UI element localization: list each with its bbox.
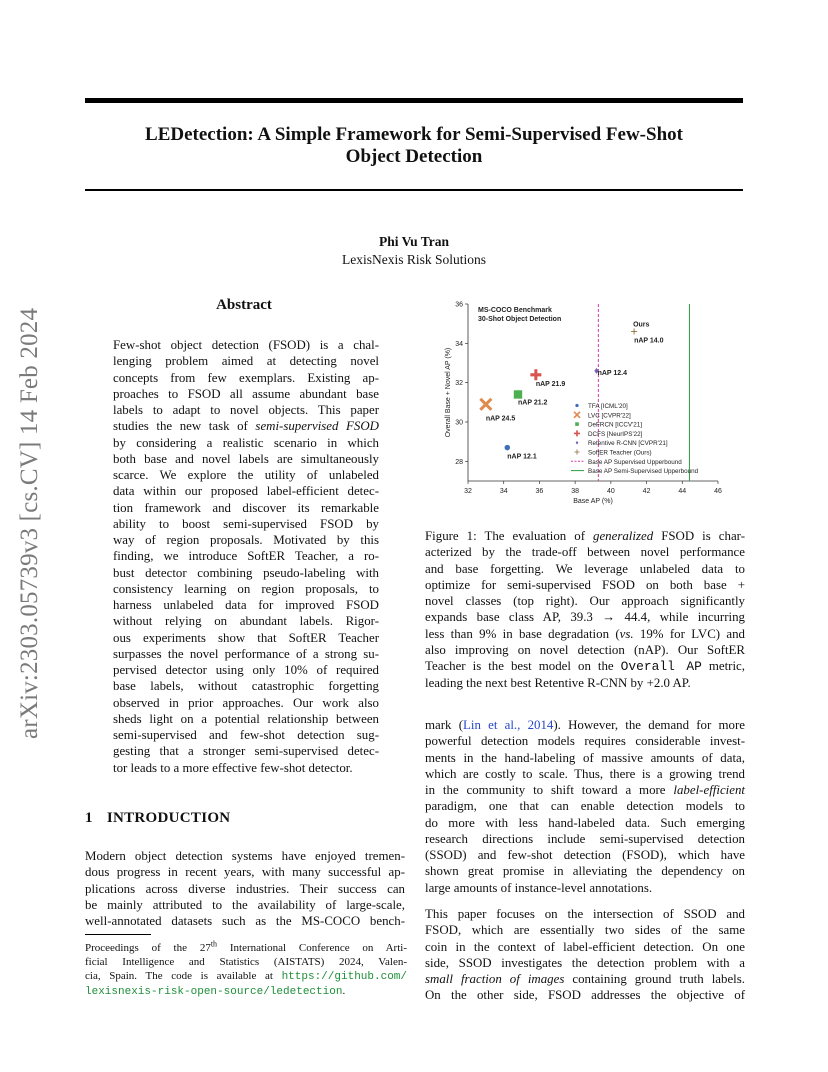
intro-line: plications across diverse industries. Their success can bbox=[85, 881, 405, 896]
figure-1-caption bbox=[425, 528, 745, 692]
point-label: nAP 21.9 bbox=[535, 380, 566, 388]
abstract-line: tor leads to a more effective few-shot detector. bbox=[113, 760, 353, 775]
code-url-link[interactable]: https://github.com/ bbox=[281, 971, 407, 983]
abstract-line: finding, we introduce SoftER Teacher, a ro- bbox=[113, 549, 379, 564]
abstract-line: pervised detector using only 10% of required bbox=[113, 663, 379, 677]
intro-line: be mainly attributed to the availability of large-scale, bbox=[85, 897, 405, 912]
y-tick-label: 34 bbox=[455, 340, 463, 348]
abstract-line: lenging problem aimed at detecting novel bbox=[113, 354, 379, 369]
abstract-line: both base and novel labels are simultaneously bbox=[113, 451, 379, 466]
abstract-line: ous experiments show that SoftER Teacher bbox=[113, 630, 379, 645]
data-point bbox=[576, 441, 579, 445]
legend-entry: SoftER Teacher (Ours) bbox=[588, 449, 652, 457]
data-point bbox=[574, 430, 580, 436]
footnote: Proceedings of the 27th International Conference on Arti- ficial Intelligence and Statistics (AISTATS) 2024, Valen- cia, Spain. The code is available at https://github.com/ lexisnexis-risk-open-source/ledetection. bbox=[85, 939, 407, 998]
x-tick-label: 44 bbox=[678, 488, 687, 495]
x-tick-label: 42 bbox=[642, 488, 651, 495]
caption-line: novel classes (top right). Our approach significantly bbox=[425, 594, 745, 608]
point-label: nAP 14.0 bbox=[634, 337, 664, 345]
abstract-line: Few-shot object detection (FSOD) is a chal- bbox=[113, 338, 379, 352]
data-point bbox=[575, 404, 578, 407]
y-tick-label: 36 bbox=[455, 301, 463, 309]
section-heading-introduction: 1 INTRODUCTION bbox=[85, 810, 231, 826]
abstract-line: studies the new task of semi-supervised FSOD bbox=[113, 419, 379, 434]
data-point bbox=[530, 369, 541, 380]
data-point bbox=[631, 329, 637, 335]
chart-title: MS-COCO Benchmark bbox=[478, 307, 552, 314]
data-point bbox=[480, 399, 491, 410]
abstract-line: proaches to FSOD all assume abundant base bbox=[113, 386, 379, 401]
x-tick-label: 34 bbox=[499, 488, 508, 495]
intro-line: Modern object detection systems have enjoyed tremen- bbox=[85, 849, 405, 863]
paper-title: LEDetection: A Simple Framework for Semi-Supervised Few-Shot Object Detection bbox=[145, 124, 683, 167]
abstract-heading: Abstract bbox=[216, 297, 272, 313]
title-top-rule bbox=[85, 98, 743, 103]
y-tick-label: 30 bbox=[455, 419, 463, 427]
chart-subtitle: 30-Shot Object Detection bbox=[478, 316, 562, 323]
legend-entry: TFA [ICML'20] bbox=[588, 403, 628, 410]
data-point bbox=[574, 449, 579, 454]
legend-entry: Retentive R-CNN [CVPR'21] bbox=[588, 440, 668, 448]
abstract-line: labels to adapt to novel objects. This paper bbox=[113, 403, 379, 417]
abstract-line: semi-supervised and few-shot detection sug- bbox=[113, 728, 379, 742]
author-affiliation: LexisNexis Risk Solutions bbox=[341, 252, 486, 267]
footnote-rule bbox=[85, 934, 151, 935]
abstract-line: harness unlabeled data for improved FSOD bbox=[113, 598, 379, 612]
abstract-line: way of region proposals. Motivated by this bbox=[113, 533, 379, 547]
caption-line: optimize for semi-supervised FSOD on both base + bbox=[425, 577, 745, 592]
abstract-line: observed in prior approaches. Our work also bbox=[113, 695, 379, 710]
abstract-body bbox=[113, 337, 379, 776]
abstract-line: concepts from few exemplars. Existing ap- bbox=[113, 370, 379, 385]
abstract-line: sheds light on a potential relationship between bbox=[113, 711, 379, 726]
legend-entry: LVC [CVPR'22] bbox=[588, 412, 631, 420]
abstract-line: base labels, without catastrophic forgetting bbox=[113, 679, 379, 694]
y-axis-label: Overall Base + Novel AP (%) bbox=[445, 347, 452, 438]
x-tick-label: 46 bbox=[714, 488, 722, 495]
intro-line: well-annotated datasets such as the MS-COCO bench- bbox=[85, 914, 405, 928]
abstract-line: surpasses the novel performance of a strong su- bbox=[113, 646, 379, 661]
abstract-line: data within our proposed label-efficient detec- bbox=[113, 484, 379, 499]
x-tick-label: 36 bbox=[535, 488, 544, 495]
title-bottom-rule bbox=[85, 189, 743, 191]
point-tag: Ours bbox=[633, 321, 650, 329]
legend-entry: Base AP Semi-Supervised Upperbound bbox=[588, 468, 699, 476]
caption-line: acterized by the trade-off between novel performance bbox=[425, 545, 745, 560]
abstract-line: consistency learning on region proposals, to bbox=[113, 581, 379, 596]
point-label: nAP 21.2 bbox=[518, 399, 548, 407]
x-tick-label: 40 bbox=[606, 488, 615, 495]
data-point bbox=[574, 412, 580, 418]
code-url-link-cont[interactable]: lexisnexis-risk-open-source/ledetection bbox=[85, 986, 343, 998]
abstract-line: without relying on abundant labels. Rigor- bbox=[113, 614, 379, 629]
data-point bbox=[514, 390, 522, 398]
data-point bbox=[575, 422, 579, 426]
author-name: Phi Vu Tran bbox=[378, 234, 450, 249]
legend-entry: DCFS [NeurIPS'22] bbox=[588, 430, 643, 438]
intro-paragraph-right-2: This paper focuses on the intersection of SSOD and FSOD, which are essentially two sides of the same coin in the context of label-efficient detection. On one side, SSOD investigates the detection problem with a small fraction of images containing ground truth labels. On the other side, FSOD addresses the objective of bbox=[425, 907, 745, 1003]
caption-line: less than 9% in base degradation (vs. 19% for LVC) and bbox=[425, 626, 745, 641]
caption-line: also improving on novel detection (nAP). Our SoftER bbox=[425, 642, 745, 657]
x-axis-label: Base AP (%) bbox=[573, 498, 613, 505]
data-point bbox=[505, 445, 511, 451]
x-tick-label: 32 bbox=[464, 488, 472, 495]
abstract-line: ability to boost semi-supervised FSOD by bbox=[113, 516, 379, 531]
point-label: nAP 12.4 bbox=[597, 369, 628, 377]
caption-line: Teacher is the best model on the Overall AP metric, bbox=[425, 659, 745, 674]
caption-line: leading the next best Retentive R-CNN by +2.0 AP. bbox=[425, 676, 691, 691]
point-label: nAP 12.1 bbox=[507, 453, 537, 461]
caption-line: expands base class AP, 39.3 → 44.4, while incurring bbox=[425, 610, 745, 625]
figure-1-chart bbox=[440, 296, 730, 518]
citation-link[interactable]: Lin et al., 2014 bbox=[463, 718, 554, 732]
legend-entry: DeFRCN [ICCV'21] bbox=[588, 421, 643, 429]
y-tick-label: 28 bbox=[455, 458, 463, 466]
abstract-line: tion framework and discover its remarkable bbox=[113, 500, 379, 515]
intro-paragraph-right-1: mark (Lin et al., 2014). However, the demand for more powerful detection models requires considerable invest- ments in the hand-labeling of massive amounts of data, which are costly to scale. Thus, there is a growing trend in the community to shift toward a more label-efficient paradigm, one that can enable detection models to do more with less hand-labeled data. Such emerging research directions include semi-supervised detection (SSOD) and few-shot detection (FSOD), which have shown great promise in alleviating the dependency on large amounts of instance-level annotations. bbox=[425, 718, 745, 895]
abstract-line: by considering a realistic scenario in which bbox=[113, 435, 379, 450]
abstract-line: scarce. We explore the utility of unlabeled bbox=[113, 468, 379, 482]
caption-line: Figure 1: The evaluation of generalized FSOD is char- bbox=[425, 529, 745, 543]
intro-paragraph-left bbox=[85, 848, 405, 929]
x-tick-label: 38 bbox=[571, 488, 580, 495]
arxiv-stamp: arXiv:2303.05739v3 [cs.CV] 14 Feb 2024 bbox=[16, 307, 43, 739]
abstract-line: gesting that a stronger semi-supervised detec- bbox=[113, 744, 379, 759]
intro-line: dous progress in recent years, with many successful ap- bbox=[85, 865, 405, 880]
abstract-line: bust detector combining pseudo-labeling with bbox=[113, 565, 379, 580]
point-label: nAP 24.5 bbox=[485, 415, 516, 423]
legend-entry: Base AP Supervised Upperbound bbox=[588, 458, 682, 466]
caption-line: and base forgetting. We leverage unlabeled data to bbox=[425, 561, 745, 576]
y-tick-label: 32 bbox=[455, 380, 463, 388]
abstract-italic-phrase: semi-supervised FSOD bbox=[255, 419, 379, 434]
